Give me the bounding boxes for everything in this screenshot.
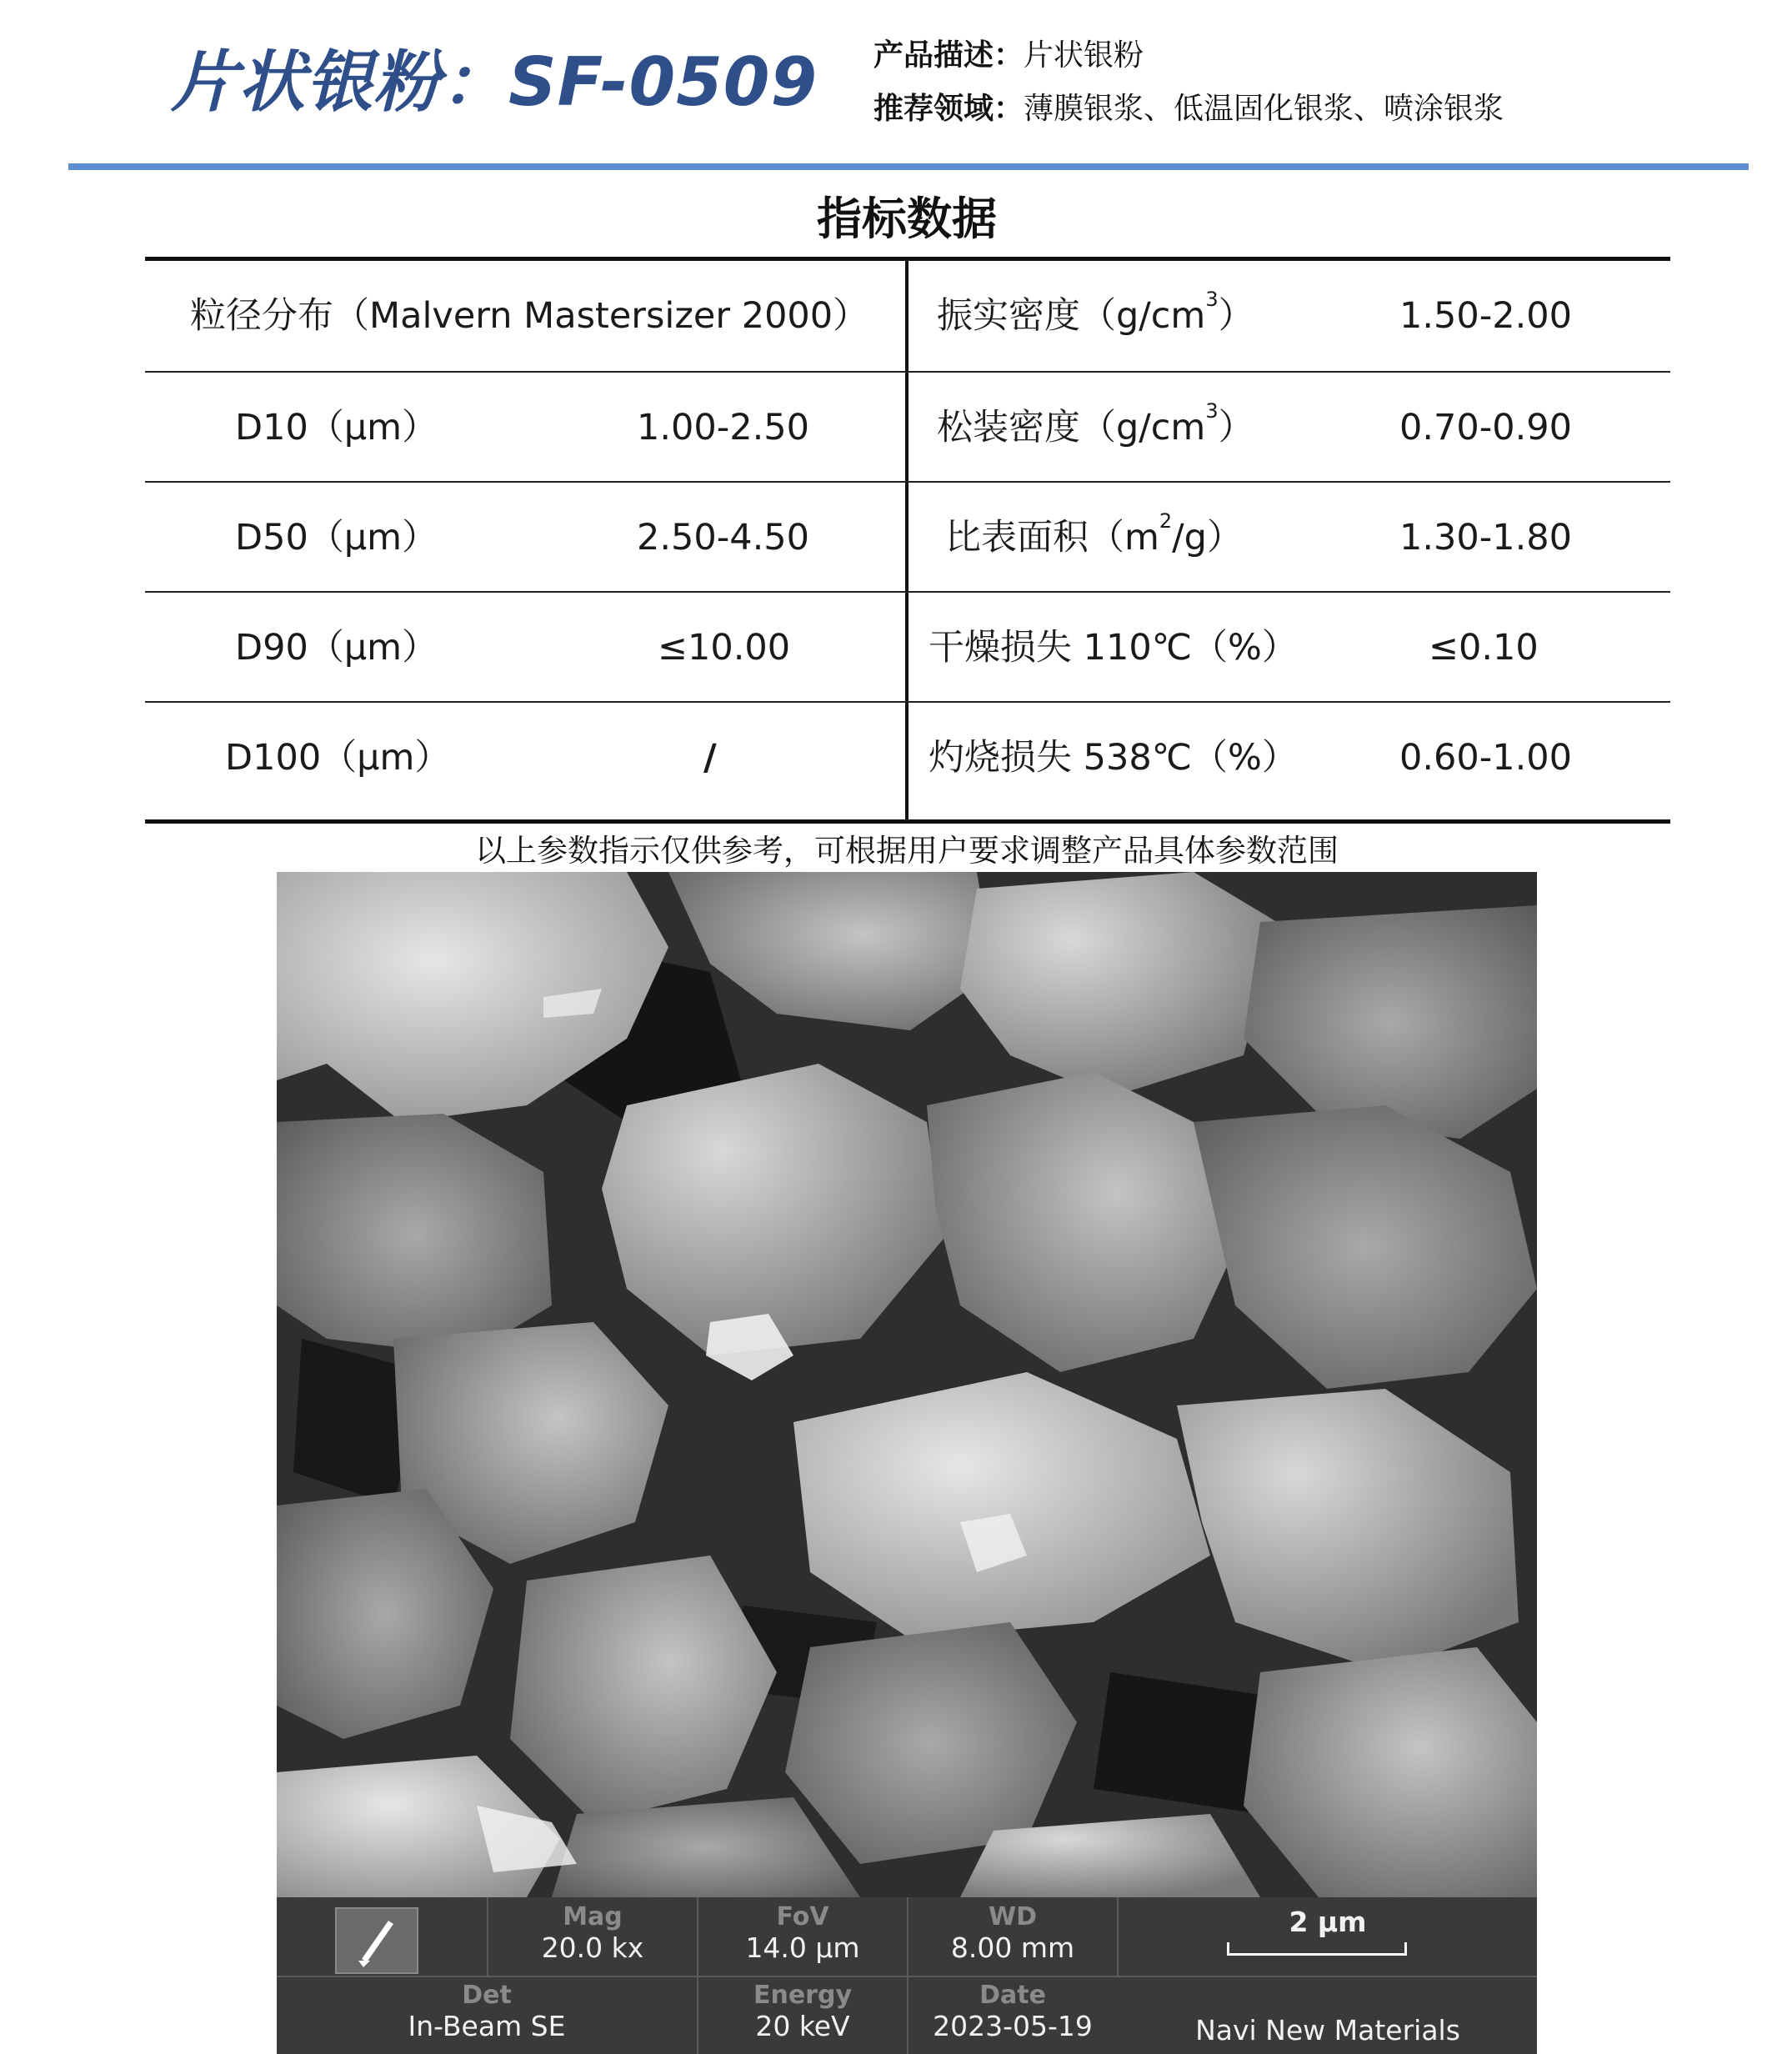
right-label: 比表面积$(m^2/g)$ xyxy=(945,509,1243,559)
right-label: 干燥损失 110℃（%） xyxy=(929,627,1298,669)
fov-label: FoV xyxy=(776,1902,829,1931)
date-field xyxy=(909,1981,1117,2042)
sem-micrograph xyxy=(277,872,1537,1897)
left-label: D10（μm） xyxy=(235,407,438,448)
product-description xyxy=(873,32,1144,74)
date-value: 2023-05-19 xyxy=(933,2010,1093,2042)
left-label: D100（μm） xyxy=(225,737,451,779)
section-title: 指标数据 xyxy=(817,193,997,245)
company-field xyxy=(1119,2014,1537,2046)
date-label: Date xyxy=(979,1981,1046,2010)
fields-value: 薄膜银浆、低温固化银浆、喷涂银浆 xyxy=(1024,92,1504,126)
left-label: D50（μm） xyxy=(235,517,438,559)
det-field xyxy=(277,1981,697,2042)
table-row xyxy=(145,261,1670,371)
header-divider xyxy=(68,163,1749,170)
fields-label: 推荐领域： xyxy=(873,92,1024,126)
energy-field xyxy=(698,1981,907,2042)
mag-field xyxy=(488,1902,697,1964)
company-name: Navi New Materials xyxy=(1195,2014,1460,2046)
wd-value: 8.00 mm xyxy=(950,1931,1075,1964)
page-title: 片状银粉：SF-0509 xyxy=(171,43,818,121)
sem-info-bar xyxy=(277,1897,1537,2054)
left-value: ≤10.00 xyxy=(658,627,791,669)
right-label: 灼烧损失 538℃（%） xyxy=(929,737,1298,779)
table-row xyxy=(145,591,1670,703)
right-value: 1.30-1.80 xyxy=(1399,517,1573,559)
scale-value: 2 μm xyxy=(1289,1906,1367,1938)
psd-header: 粒径分布（Malvern Mastersizer 2000） xyxy=(190,295,869,337)
right-label: 松装密度$(g/cm^3)$ xyxy=(937,399,1254,448)
left-label: D90（μm） xyxy=(235,627,438,669)
table-row xyxy=(145,481,1670,593)
description-value: 片状银粉 xyxy=(1024,38,1144,73)
scale-bar xyxy=(1119,1906,1537,1938)
left-value: 2.50-4.50 xyxy=(637,517,810,559)
left-value: 1.00-2.50 xyxy=(637,407,810,448)
wd-label: WD xyxy=(989,1902,1037,1931)
right-value: ≤0.10 xyxy=(1429,627,1539,669)
energy-value: 20 keV xyxy=(755,2010,850,2042)
wd-field xyxy=(909,1902,1117,1964)
right-value: 0.60-1.00 xyxy=(1399,737,1573,779)
det-label: Det xyxy=(462,1981,512,2010)
right-label: 振实密度$(g/cm^3)$ xyxy=(937,288,1254,337)
fov-value: 14.0 μm xyxy=(745,1931,860,1964)
description-label: 产品描述： xyxy=(873,38,1024,73)
recommended-fields xyxy=(873,85,1504,128)
right-value: 0.70-0.90 xyxy=(1399,407,1573,448)
left-value: / xyxy=(703,737,717,779)
det-value: In-Beam SE xyxy=(408,2010,566,2042)
spec-table xyxy=(145,257,1670,824)
table-note: 以上参数指示仅供参考，可根据用户要求调整产品具体参数范围 xyxy=(475,833,1339,869)
table-row xyxy=(145,371,1670,483)
mag-value: 20.0 kx xyxy=(541,1931,644,1964)
fov-field xyxy=(698,1902,907,1964)
mag-label: Mag xyxy=(563,1902,623,1931)
right-value: 1.50-2.00 xyxy=(1399,295,1573,337)
microscope-logo-icon xyxy=(335,1907,418,1974)
energy-label: Energy xyxy=(753,1981,853,2010)
table-row xyxy=(145,701,1670,813)
scale-bar-line xyxy=(1227,1942,1407,1956)
